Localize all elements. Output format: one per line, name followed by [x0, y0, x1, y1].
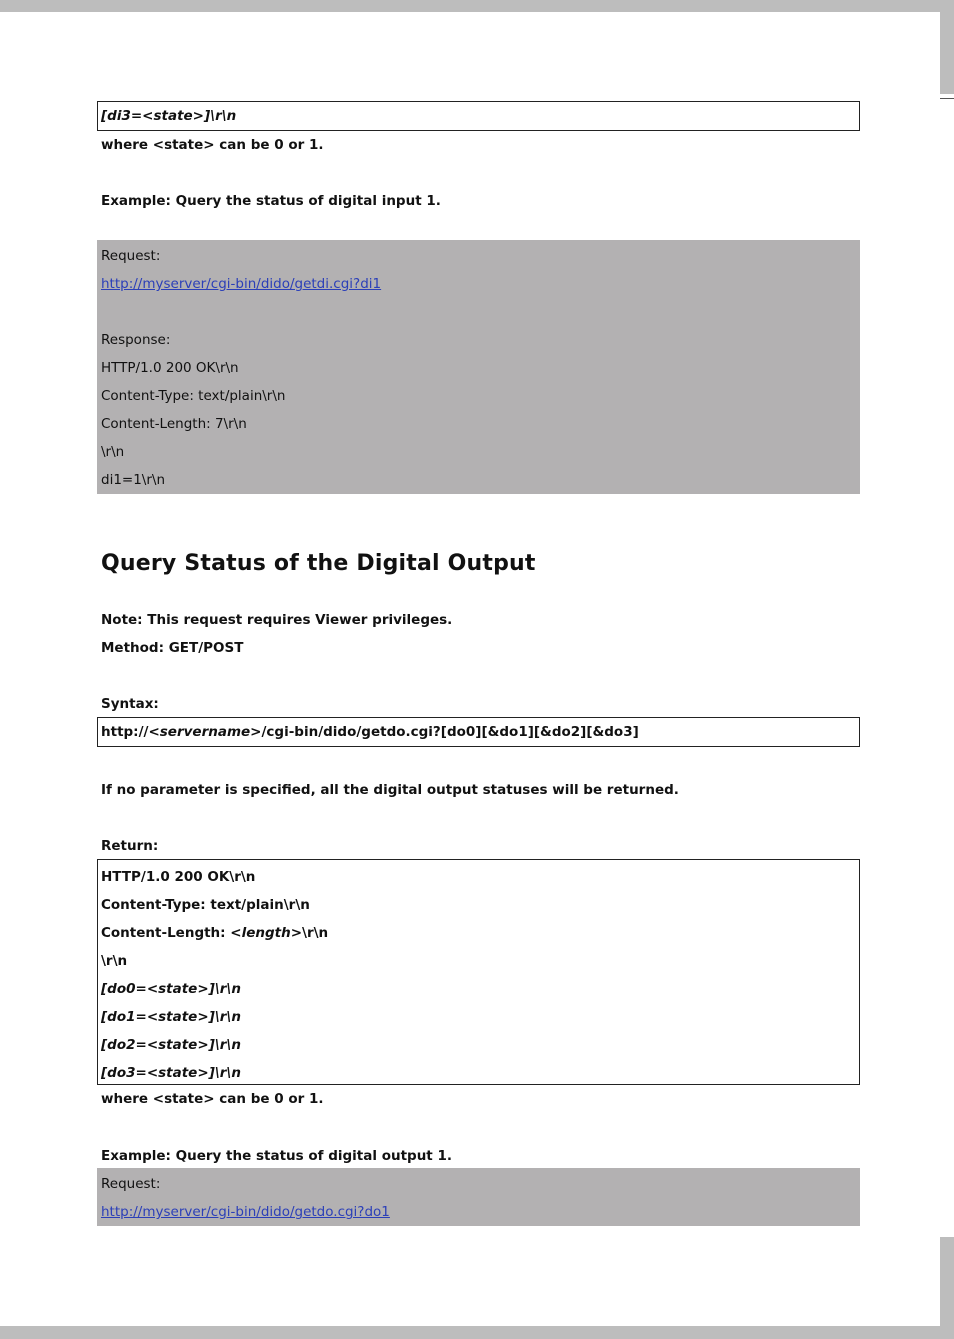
return-length-line	[101, 925, 328, 941]
return-label: Return:	[101, 838, 159, 854]
example1-response-line: Content-Length: 7\r\n	[101, 416, 247, 432]
note-label: Note:	[101, 612, 143, 628]
page-frame-top	[0, 0, 954, 12]
example2-request-label: Request:	[101, 1176, 161, 1192]
di3-code-line: [di3=<state>]\r\n	[101, 108, 237, 124]
page-frame-bottom	[0, 1326, 954, 1339]
example1-code-block	[97, 240, 860, 494]
example2-request-link[interactable]: http://myserver/cgi-bin/dido/getdo.cgi?do1	[101, 1204, 390, 1220]
where-note-top: where <state> can be 0 or 1.	[101, 137, 324, 153]
return-line: HTTP/1.0 200 OK\r\n	[101, 869, 256, 885]
example1-response-line: di1=1\r\n	[101, 472, 166, 488]
section-title: Query Status of the Digital Output	[101, 551, 536, 576]
return-state-line: [do1=<state>]\r\n	[101, 1009, 241, 1025]
example1-response-line: HTTP/1.0 200 OK\r\n	[101, 360, 239, 376]
example1-request-link[interactable]: http://myserver/cgi-bin/dido/getdi.cgi?di1	[101, 276, 382, 292]
example1-text: Query the status of digital input 1.	[170, 193, 441, 209]
syntax-box	[97, 717, 860, 747]
example2-text: Query the status of digital output 1.	[170, 1148, 452, 1164]
example2-label: Example:	[101, 1148, 171, 1164]
syntax-servername: <servername>	[148, 724, 262, 740]
syntax-prefix: http://	[101, 724, 149, 740]
return-box	[97, 859, 860, 1085]
method-text: GET/POST	[164, 640, 244, 656]
example1-request-label: Request:	[101, 248, 161, 264]
page-frame-mark	[940, 98, 954, 99]
return-state-line: [do3=<state>]\r\n	[101, 1065, 241, 1081]
return-length-suffix: \r\n	[302, 925, 329, 941]
method-label: Method:	[101, 640, 164, 656]
privilege-note	[101, 612, 452, 628]
no-parameter-note: If no parameter is specified, all the digital output statuses will be returned.	[101, 782, 679, 798]
return-length-prefix: Content-Length:	[101, 925, 231, 941]
di3-code-box	[97, 101, 860, 131]
example1-response-label: Response:	[101, 332, 171, 348]
return-line: Content-Type: text/plain\r\n	[101, 897, 310, 913]
method-line	[101, 640, 243, 656]
syntax-line	[101, 724, 639, 740]
return-state-line: [do0=<state>]\r\n	[101, 981, 241, 997]
syntax-label: Syntax:	[101, 696, 159, 712]
example1-label: Example:	[101, 193, 171, 209]
example1-response-line: Content-Type: text/plain\r\n	[101, 388, 286, 404]
example2-heading	[101, 1148, 452, 1164]
example2-code-block	[97, 1168, 860, 1226]
return-state-line: [do2=<state>]\r\n	[101, 1037, 241, 1053]
example1-heading	[101, 193, 441, 209]
return-length-value: <length>	[230, 925, 303, 941]
return-blank-line: \r\n	[101, 953, 128, 969]
note-text: This request requires Viewer privileges.	[142, 612, 453, 628]
syntax-suffix: /cgi-bin/dido/getdo.cgi?[do0][&do1][&do2][&do3]	[261, 724, 639, 740]
example1-response-line: \r\n	[101, 444, 125, 460]
page-frame-right-top	[940, 12, 954, 94]
where-note-return: where <state> can be 0 or 1.	[101, 1091, 324, 1107]
page-frame-right-bottom	[940, 1237, 954, 1326]
